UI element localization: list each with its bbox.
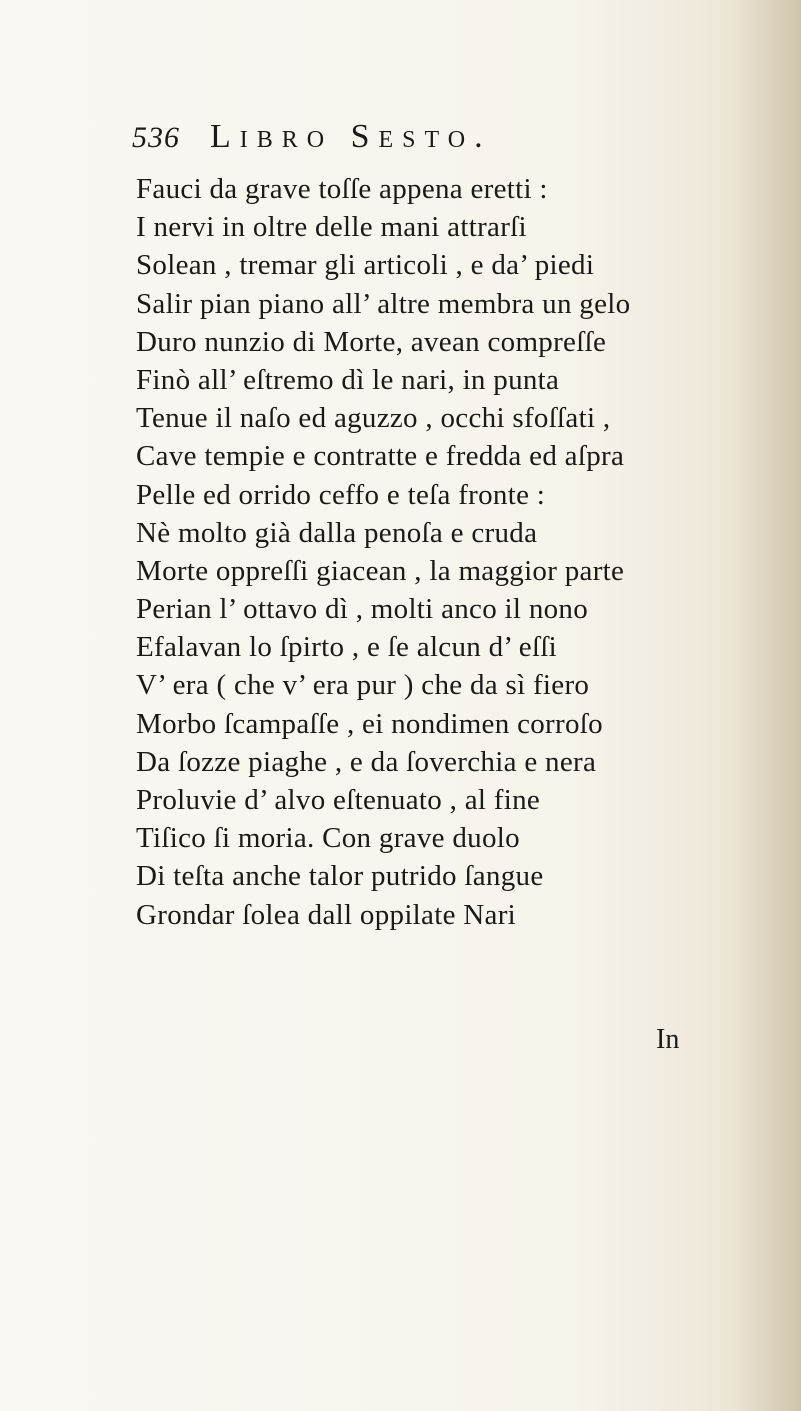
verse-line: Pelle ed orrido ceffo e teſa fronte : (136, 478, 546, 511)
catchword: In (656, 1024, 680, 1055)
page-number: 536 (132, 121, 180, 154)
verse-line: Efalavan lo ſpirto , e ſe alcun d’ eſſi (136, 631, 558, 664)
verse-line: Solean , tremar gli articoli , e da’ piedi (136, 249, 595, 282)
verse-line: Tiſico ſi moria. Con grave duolo (136, 822, 520, 855)
verse-line: Finò all’ eſtremo dì le nari, in punta (136, 363, 560, 396)
verse-line: Da ſozze piaghe , e da ſoverchia e nera (136, 745, 597, 778)
verse-line: Perian l’ ottavo dì , molti anco il nono (136, 593, 589, 626)
verse-block (136, 170, 736, 934)
verse-line: Di teſta anche talor putrido ſangue (136, 860, 544, 893)
verse-line: Fauci da grave toſſe appena eretti : (136, 173, 548, 205)
page-header (132, 118, 692, 178)
running-title: Libro Sesto. (210, 118, 492, 155)
verse-line: Grondar ſolea dall oppilate Nari (136, 898, 517, 931)
verse-line: Salir pian piano all’ altre membra un gelo (136, 287, 631, 320)
verse-line: Cave tempie e contratte e fredda ed aſpra (136, 440, 625, 473)
verse-line: Proluvie d’ alvo eſtenuato , al fine (136, 784, 541, 816)
verse-line: Tenue il naſo ed aguzzo , occhi sfoſſati , (136, 402, 611, 435)
page-edge-shadow (731, 0, 801, 1411)
verse-line: Duro nunzio di Morte, avean compreſſe (136, 325, 607, 358)
verse-line: Morte oppreſſi giacean , la maggior parte (136, 554, 625, 587)
verse-line: V’ era ( che v’ era pur ) che da sì fiero (136, 669, 590, 702)
verse-line: Nè molto già dalla penoſa e cruda (136, 516, 538, 549)
verse-line: Morbo ſcampaſſe , ei nondimen corroſo (136, 707, 603, 740)
verse-line: I nervi in oltre delle mani attrarſi (136, 211, 527, 244)
